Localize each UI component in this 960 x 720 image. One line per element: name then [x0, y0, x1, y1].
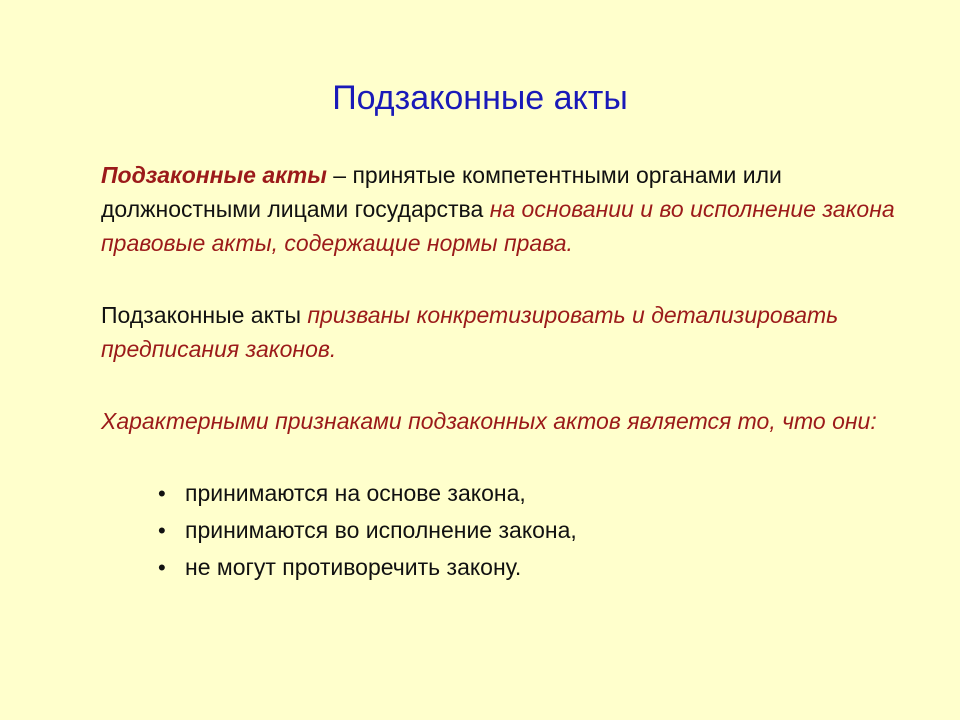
features-intro-text: Характерными признаками подзаконных актов является то, что они: — [101, 408, 877, 434]
definition-term: Подзаконные акты — [101, 162, 327, 188]
bullet-icon: • — [158, 481, 166, 506]
features-list — [158, 475, 577, 586]
list-item: • не могут противоречить закону. — [158, 549, 577, 586]
features-intro — [101, 404, 901, 438]
purpose-subject: Подзаконные акты — [101, 302, 308, 328]
bullet-icon: • — [158, 518, 166, 543]
definition-paragraph — [101, 158, 901, 260]
definition-text: принятые компетентными органами или должностными лицами государства — [101, 162, 782, 222]
list-item: • принимаются на основе закона, — [158, 475, 577, 512]
purpose-paragraph — [101, 298, 901, 366]
purpose-emphasis: призваны конкретизировать и детализировать предписания законов. — [101, 302, 839, 362]
definition-emphasis: на основании и во исполнение закона правовые акты, содержащие нормы права. — [101, 196, 895, 256]
slide-title: Подзаконные акты — [332, 79, 628, 117]
definition-dash: – — [326, 162, 353, 188]
list-item: • принимаются во исполнение закона, — [158, 512, 577, 549]
bullet-icon: • — [158, 555, 166, 580]
